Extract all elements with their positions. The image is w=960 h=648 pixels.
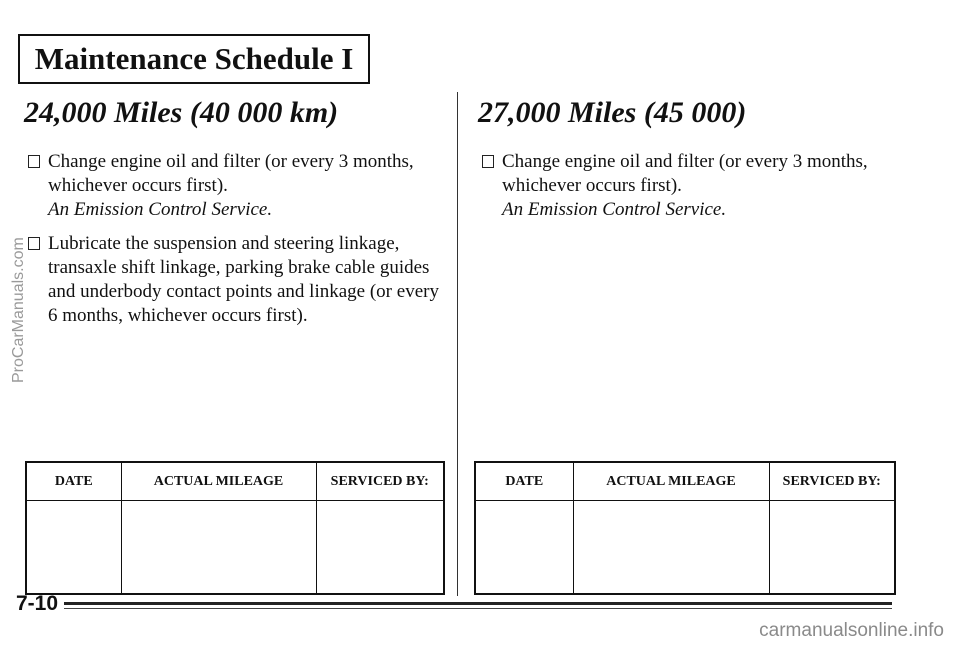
- right-column-title: 27,000 Miles (45 000): [478, 96, 747, 129]
- page-number: 7-10: [16, 592, 59, 615]
- task-item: [478, 150, 918, 222]
- serviced-by-header: SERVICED BY:: [316, 462, 444, 501]
- serviced-by-cell[interactable]: [769, 501, 895, 595]
- footer-rule: [64, 602, 892, 605]
- date-cell[interactable]: [475, 501, 573, 595]
- right-column: [478, 96, 918, 232]
- task-checkbox[interactable]: [28, 155, 40, 168]
- left-column: [24, 96, 444, 338]
- task-text: Lubricate the suspension and steering linkage, transaxle shift linkage, parking brake cable guides and underbody contact points and linkage (or every 6 months, whichever occurs first).: [48, 233, 439, 326]
- actual-mileage-header: ACTUAL MILEAGE: [121, 462, 316, 501]
- date-header: DATE: [475, 462, 573, 501]
- task-note: An Emission Control Service.: [48, 199, 273, 220]
- side-watermark: ProCarManuals.com: [10, 237, 27, 383]
- date-header: DATE: [26, 462, 121, 501]
- table-row: [26, 501, 444, 595]
- column-divider: [457, 92, 458, 596]
- actual-mileage-header: ACTUAL MILEAGE: [573, 462, 769, 501]
- table-row: [475, 501, 895, 595]
- task-text: Change engine oil and filter (or every 3 months, whichever occurs first).: [502, 151, 868, 196]
- footer-watermark: carmanualsonline.info: [759, 620, 944, 641]
- task-text: Change engine oil and filter (or every 3 months, whichever occurs first).: [48, 151, 414, 196]
- right-service-record-table: [474, 461, 896, 595]
- footer-rule-thin: [64, 608, 892, 609]
- page-header: Maintenance Schedule I: [18, 34, 370, 84]
- actual-mileage-cell[interactable]: [121, 501, 316, 595]
- serviced-by-cell[interactable]: [316, 501, 444, 595]
- left-service-record-table: [25, 461, 445, 595]
- actual-mileage-cell[interactable]: [573, 501, 769, 595]
- task-note: An Emission Control Service.: [502, 199, 727, 220]
- date-cell[interactable]: [26, 501, 121, 595]
- left-column-title: 24,000 Miles (40 000 km): [24, 96, 339, 129]
- table-header-row: [26, 462, 444, 501]
- task-item: [24, 232, 444, 328]
- serviced-by-header: SERVICED BY:: [769, 462, 895, 501]
- task-checkbox[interactable]: [482, 155, 494, 168]
- task-item: [24, 150, 444, 222]
- task-checkbox[interactable]: [28, 237, 40, 250]
- table-header-row: [475, 462, 895, 501]
